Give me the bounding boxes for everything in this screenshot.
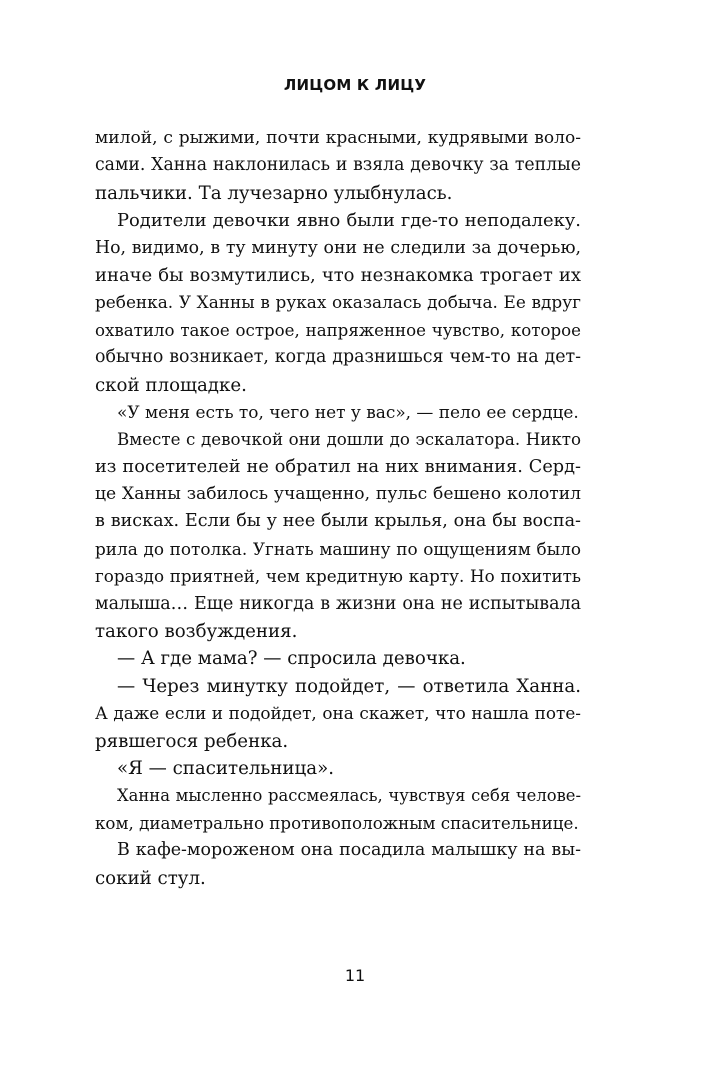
text-line: Но, видимо, в ту минуту они не следили за дочерью, bbox=[95, 237, 581, 258]
text-line: рила до потолка. Угнать машину по ощущениям было bbox=[95, 538, 581, 559]
text-line: Ханна мысленно рассмеялась, чувствуя себя челове- bbox=[117, 786, 581, 806]
text-line: сокий стул. bbox=[95, 867, 206, 889]
text-line: ской площадке. bbox=[95, 374, 247, 396]
text-line: Вместе с девочкой они дошли до эскалатора. Никто bbox=[117, 430, 581, 450]
text-line: обычно возникает, когда дразнишься чем-то на дет- bbox=[95, 347, 581, 368]
text-line: рявшегося ребенка. bbox=[95, 730, 289, 752]
paragraph bbox=[95, 399, 581, 426]
text-line: це Ханны забилось учащенно, пульс бешено колотил bbox=[95, 484, 581, 505]
text-line: «Я — спасительница». bbox=[117, 757, 334, 779]
running-head: ЛИЦОМ К ЛИЦУ bbox=[283, 76, 427, 94]
text-line: ком, диаметрально противоположным спасительнице. bbox=[95, 813, 579, 833]
text-line: сами. Ханна наклонилась и взяла девочку за теплые bbox=[95, 155, 581, 176]
page-number: 11 bbox=[344, 966, 366, 985]
text-line: — Через минутку подойдет, — ответила Ханна. bbox=[117, 675, 581, 697]
text-line: ребенка. У Ханны в руках оказалась добыча. Ее вдруг bbox=[95, 292, 581, 313]
text-line: в висках. Если бы у нее были крылья, она бы воспа- bbox=[95, 511, 581, 532]
paragraph bbox=[95, 125, 581, 207]
text-line: — А где мама? — спросила девочка. bbox=[117, 648, 466, 670]
text-line: А даже если и подойдет, она скажет, что нашла поте- bbox=[95, 703, 581, 724]
paragraph bbox=[95, 755, 581, 782]
text-line: пальчики. Та лучезарно улыбнулась. bbox=[95, 182, 453, 204]
paragraph bbox=[95, 426, 581, 645]
text-line: милой, с рыжими, почти красными, кудрявыми воло- bbox=[95, 128, 581, 148]
text-line: гораздо приятней, чем кредитную карту. Но похитить bbox=[95, 566, 581, 587]
text-line: В кафе-мороженом она посадила малышку на вы- bbox=[117, 840, 581, 861]
paragraph bbox=[95, 782, 581, 837]
paragraph bbox=[95, 645, 581, 672]
text-line: Родители девочки явно были где-то неподалеку. bbox=[117, 210, 581, 232]
text-line: «У меня есть то, чего нет у вас», — пело ее сердце. bbox=[117, 401, 579, 422]
body-text bbox=[95, 125, 581, 892]
text-line: такого возбуждения. bbox=[95, 621, 298, 643]
text-line: охватило такое острое, напряженное чувство, которое bbox=[95, 320, 581, 340]
text-line: малыша… Еще никогда в жизни она не испытывала bbox=[95, 593, 581, 614]
text-line: иначе бы возмутились, что незнакомка трогает их bbox=[95, 264, 581, 286]
paragraph bbox=[95, 207, 581, 399]
paragraph bbox=[95, 837, 581, 892]
text-line: из посетителей не обратил на них внимания. Серд- bbox=[95, 456, 581, 477]
paragraph bbox=[95, 673, 581, 755]
